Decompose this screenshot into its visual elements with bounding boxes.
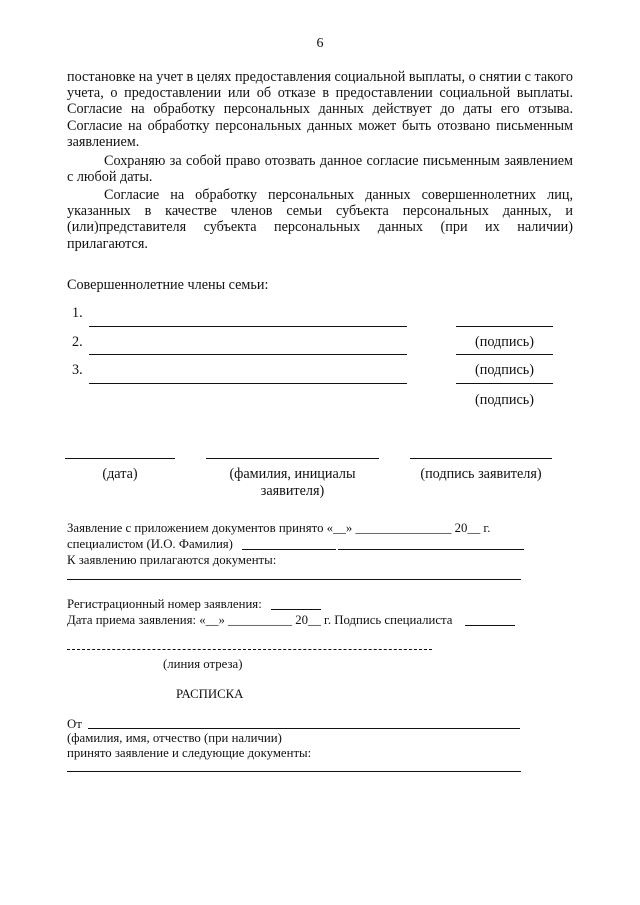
applicant-signature-line[interactable] bbox=[410, 458, 552, 459]
withdrawal-paragraph: Сохраняю за собой право отозвать данное согласие письменным заявлением с любой даты. bbox=[67, 153, 573, 186]
cut-line-label: (линия отреза) bbox=[163, 657, 243, 671]
specialist-signature-line[interactable] bbox=[465, 625, 515, 626]
member-number-1: 1. bbox=[72, 305, 83, 321]
date-label: (дата) bbox=[102, 466, 138, 482]
date-received-label: Дата приема заявления: «__» __________ 20__ г. Подпись специалиста bbox=[67, 613, 453, 627]
attached-docs-line[interactable] bbox=[67, 579, 521, 580]
specialist-surname-line[interactable] bbox=[338, 549, 524, 550]
attached-docs-label: К заявлению прилагаются документы: bbox=[67, 553, 277, 567]
member-2-signature-line[interactable] bbox=[456, 354, 553, 355]
member-1-signature-label: (подпись) bbox=[475, 334, 534, 350]
reg-number-label: Регистрационный номер заявления: bbox=[67, 597, 262, 611]
member-3-name-line[interactable] bbox=[89, 383, 407, 384]
member-number-3: 3. bbox=[72, 362, 83, 378]
adult-members-heading: Совершеннолетние члены семьи: bbox=[67, 277, 269, 293]
family-consent-paragraph: Согласие на обработку персональных данных совершеннолетних лиц, указанных в качестве членов семьи субъекта персональных данных, и (или)представителя субъекта персональных данных (при их наличии) прилагаются. bbox=[67, 187, 573, 252]
member-3-signature-line[interactable] bbox=[456, 383, 553, 384]
receipt-docs-line[interactable] bbox=[67, 771, 521, 772]
member-number-2: 2. bbox=[72, 334, 83, 350]
page-number: 6 bbox=[316, 36, 324, 51]
cut-line bbox=[67, 649, 432, 650]
reg-number-line[interactable] bbox=[271, 609, 321, 610]
receipt-from-label: От bbox=[67, 717, 82, 731]
specialist-label: специалистом (И.О. Фамилия) bbox=[67, 537, 233, 551]
member-3-signature-label: (подпись) bbox=[475, 392, 534, 408]
receipt-accepted-label: принято заявление и следующие документы: bbox=[67, 746, 312, 760]
applicant-name-label-line2: заявителя) bbox=[260, 483, 325, 499]
applicant-signature-label: (подпись заявителя) bbox=[420, 466, 542, 482]
specialist-initials-line[interactable] bbox=[242, 549, 336, 550]
member-2-signature-label: (подпись) bbox=[475, 362, 534, 378]
date-line[interactable] bbox=[65, 458, 175, 459]
applicant-name-label-line1: (фамилия, инициалы bbox=[229, 466, 356, 482]
member-1-signature-line[interactable] bbox=[456, 326, 553, 327]
receipt-from-line[interactable] bbox=[88, 728, 520, 729]
applicant-name-line[interactable] bbox=[206, 458, 379, 459]
receipt-fio-label: (фамилия, имя, отчество (при наличии) bbox=[67, 731, 282, 745]
consent-paragraph: постановке на учет в целях предоставления социальной выплаты, о снятии с такого учета, о предоставлении или об отказе в предоставлении социальной выплаты. Согласие на обработку персональных данных действует до даты его отзыва. Согласие на обработку персональных данных может быть отозвано письменным заявлением. bbox=[67, 69, 573, 150]
member-1-name-line[interactable] bbox=[89, 326, 407, 327]
member-2-name-line[interactable] bbox=[89, 354, 407, 355]
accepted-line: Заявление с приложением документов принято «__» _______________ 20__ г. bbox=[67, 521, 491, 535]
receipt-title: РАСПИСКА bbox=[176, 687, 244, 701]
